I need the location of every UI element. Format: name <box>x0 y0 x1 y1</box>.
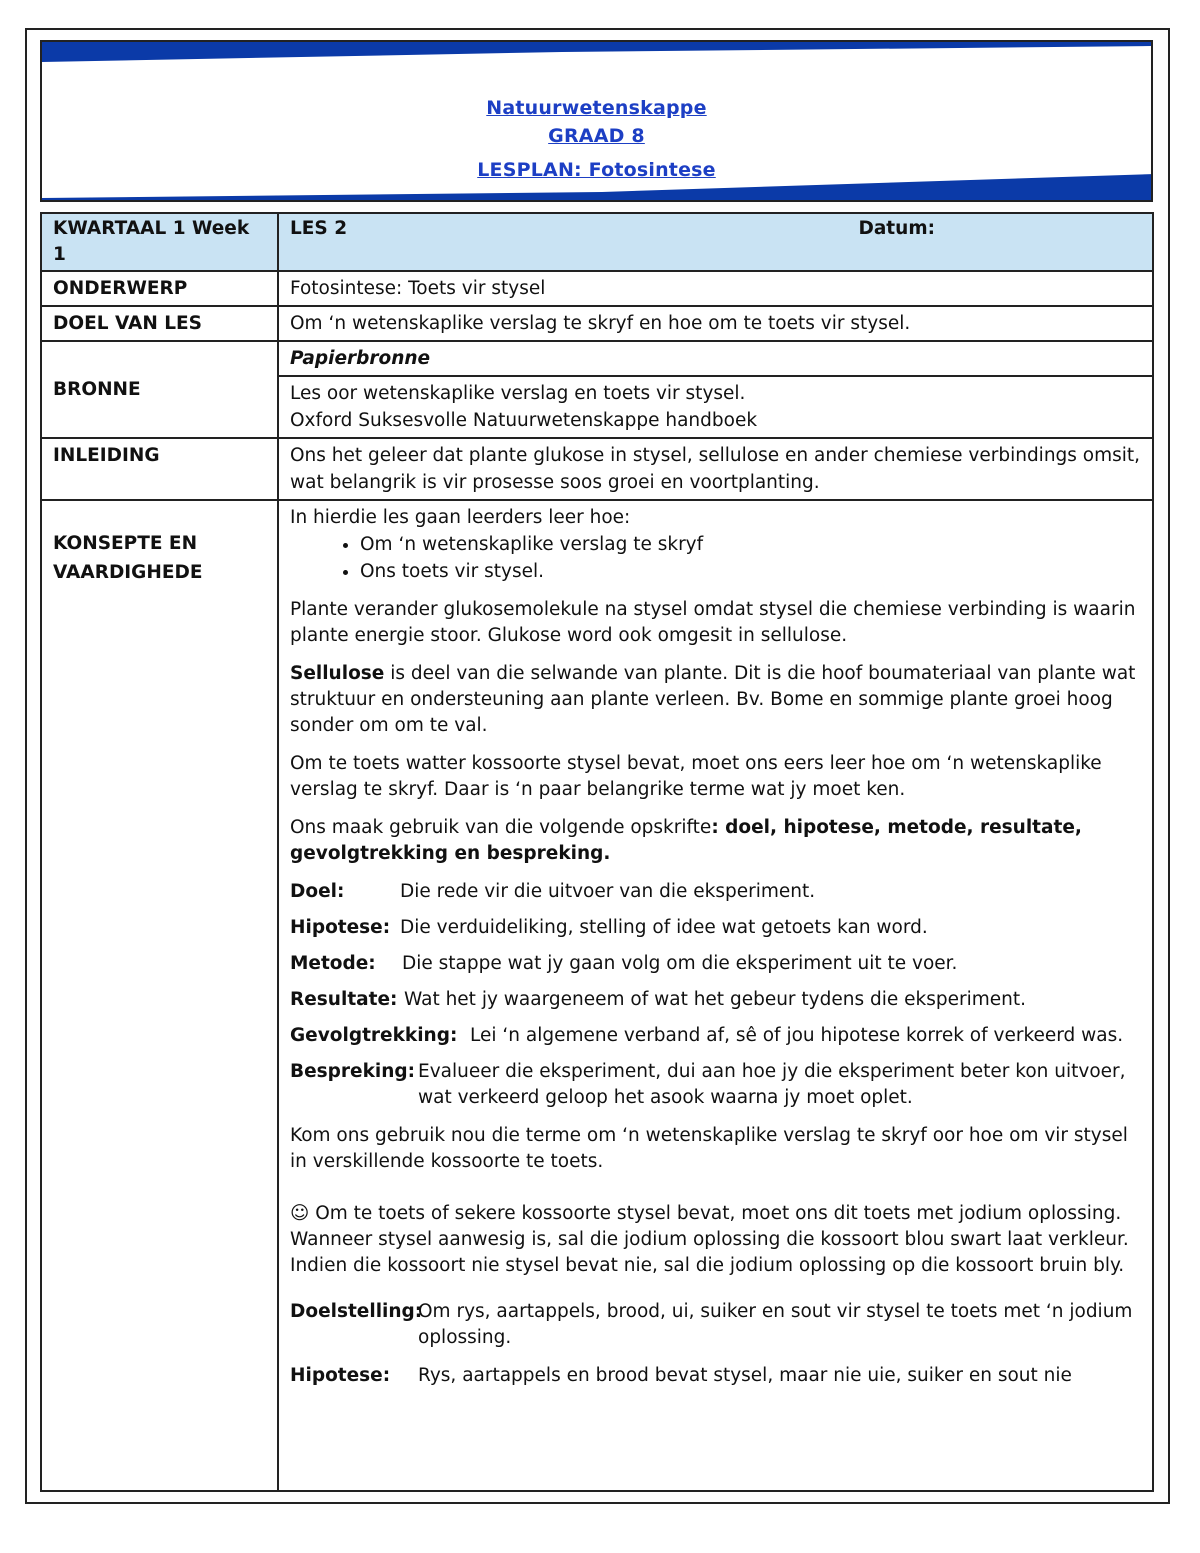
table-row <box>41 438 1153 500</box>
definition-text: Wat het jy waargeneem of wat het gebeur tydens die eksperiment. <box>404 989 1026 1010</box>
list-item: • Om ‘n wetenskaplike verslag te skryf <box>360 531 1141 558</box>
date-label: Datum: <box>858 218 935 239</box>
lesson-cell <box>278 213 1153 271</box>
definition-text: Die stappe wat jy gaan volg om die eksperiment uit te voer. <box>402 953 958 974</box>
lesson-plan-table <box>40 212 1154 1492</box>
table-row <box>41 306 1153 341</box>
smiley-icon: ☺ <box>290 1203 310 1224</box>
intro-value: Ons het geleer dat plante glukose in stysel, sellulose en ander chemiese verbindings omsit, wat belangrik is vir prosesse soos groei en voortplanting. <box>278 438 1153 500</box>
grade-title: GRAAD 8 <box>548 125 645 147</box>
hypothesis-text: Rys, aartappels en brood bevat stysel, maar nie uie, suiker en sout nie <box>418 1365 1072 1386</box>
term-week-cell: KWARTAAL 1 Week 1 <box>41 213 278 271</box>
definition-term: Metode: <box>290 953 376 974</box>
resources-label: BRONNE <box>41 341 278 438</box>
definition-bespreking <box>290 1059 1141 1111</box>
definition-text: Die verduideliking, stelling of idee wat getoets kan word. <box>400 917 928 938</box>
list-item: • Ons toets vir stysel. <box>360 558 1141 585</box>
hypothesis-statement <box>290 1363 1141 1389</box>
resources-list <box>279 375 1152 434</box>
swoosh-top <box>42 42 1153 62</box>
definition-term: Resultate: <box>290 989 398 1010</box>
intro-label: INLEIDING <box>41 438 278 500</box>
definition-term: Gevolgtrekking: <box>290 1025 458 1046</box>
definition-doel <box>290 879 1141 905</box>
concepts-lead: In hierdie les gaan leerders leer hoe: <box>290 507 631 528</box>
resources-value <box>278 341 1153 438</box>
table-row <box>41 271 1153 306</box>
definition-term: Doel: <box>290 881 345 902</box>
cellulose-term: Sellulose <box>290 663 385 684</box>
concepts-bullet-list <box>290 531 1141 585</box>
table-header-row <box>41 213 1153 271</box>
paragraph-headings <box>290 815 1141 867</box>
resource-item: Oxford Suksesvolle Natuurwetenskappe handboek <box>290 410 758 431</box>
aim-term: Doelstelling: <box>290 1301 423 1322</box>
table-row <box>41 341 1153 438</box>
topic-label: ONDERWERP <box>41 271 278 306</box>
definition-term: Hipotese: <box>290 917 391 938</box>
subject-title: Natuurwetenskappe <box>486 97 707 119</box>
lesson-plan-title: LESPLAN: Fotosintese <box>477 159 716 181</box>
resource-item: Les oor wetenskaplike verslag en toets vir stysel. <box>290 383 746 404</box>
topic-value: Fotosintese: Toets vir stysel <box>278 271 1153 306</box>
lesson-number: LES 2 <box>290 218 348 239</box>
header-titles <box>42 94 1151 184</box>
headings-lead: Ons maak gebruik van die volgende opskrifte <box>290 817 712 838</box>
definition-text: Lei ‘n algemene verband af, sê of jou hipotese korrek of verkeerd was. <box>470 1025 1124 1046</box>
definition-text: Die rede vir die uitvoer van die eksperiment. <box>400 881 816 902</box>
aim-text: Om rys, aartappels, brood, ui, suiker en sout vir stysel te toets met ‘n jodium oplossing. <box>418 1301 1133 1348</box>
iodine-note-text: Om te toets of sekere kossoorte stysel bevat, moet ons dit toets met jodium oplossing. Wanneer stysel aanwesig is, sal die jodium oplossing die kossoort blou swart laat verkleur. Indien die kossoort nie stysel bevat nie, sal die jodium oplossing op die kossoort bruin bly. <box>290 1203 1129 1276</box>
definition-hipotese <box>290 915 1141 941</box>
paragraph-use-terms: Kom ons gebruik nou die terme om ‘n wetenskaplike verslag te skryf oor hoe om vir stysel in verskillende kossoorte te toets. <box>290 1125 1128 1172</box>
cellulose-text: is deel van die selwande van plante. Dit is die hoof boumateriaal van plante wat struktuur en ondersteuning aan plante verleen. Bv. Bome en sommige plante groei hoog sonder om om te val. <box>290 663 1136 736</box>
iodine-note <box>290 1201 1141 1279</box>
headings-list: : doel, hipotese, metode, resultate, gevolgtrekking en bespreking. <box>290 817 1082 864</box>
definition-gevolgtrekking <box>290 1023 1141 1049</box>
paragraph-report-intro: Om te toets watter kossoorte stysel bevat, moet ons eers leer hoe om ‘n wetenskaplike verslag te skryf. Daar is ‘n paar belangrike terme wat jy moet ken. <box>290 753 1102 800</box>
goal-label: DOEL VAN LES <box>41 306 278 341</box>
definition-metode <box>290 951 1141 977</box>
aim-statement <box>290 1299 1141 1351</box>
paragraph-glucose: Plante verander glukosemolekule na stysel omdat stysel die chemiese verbinding is waarin plante energie stoor. Glukose word ook omgesit in sellulose. <box>290 599 1136 646</box>
goal-value: Om ‘n wetenskaplike verslag te skryf en hoe om te toets vir stysel. <box>278 306 1153 341</box>
definition-resultate <box>290 987 1141 1013</box>
definition-term: Bespreking: <box>290 1061 416 1082</box>
concepts-value <box>278 500 1153 1491</box>
resources-heading: Papierbronne <box>290 348 431 369</box>
hypothesis-term: Hipotese: <box>290 1365 391 1386</box>
lesson-header <box>40 40 1153 202</box>
definition-text: Evalueer die eksperiment, dui aan hoe jy die eksperiment beter kon uitvoer, wat verkeerd geloop het asook waarna jy moet oplet. <box>418 1061 1126 1108</box>
paragraph-cellulose <box>290 661 1141 739</box>
concepts-label: KONSEPTE EN VAARDIGHEDE <box>41 500 278 1491</box>
table-row <box>41 500 1153 1491</box>
